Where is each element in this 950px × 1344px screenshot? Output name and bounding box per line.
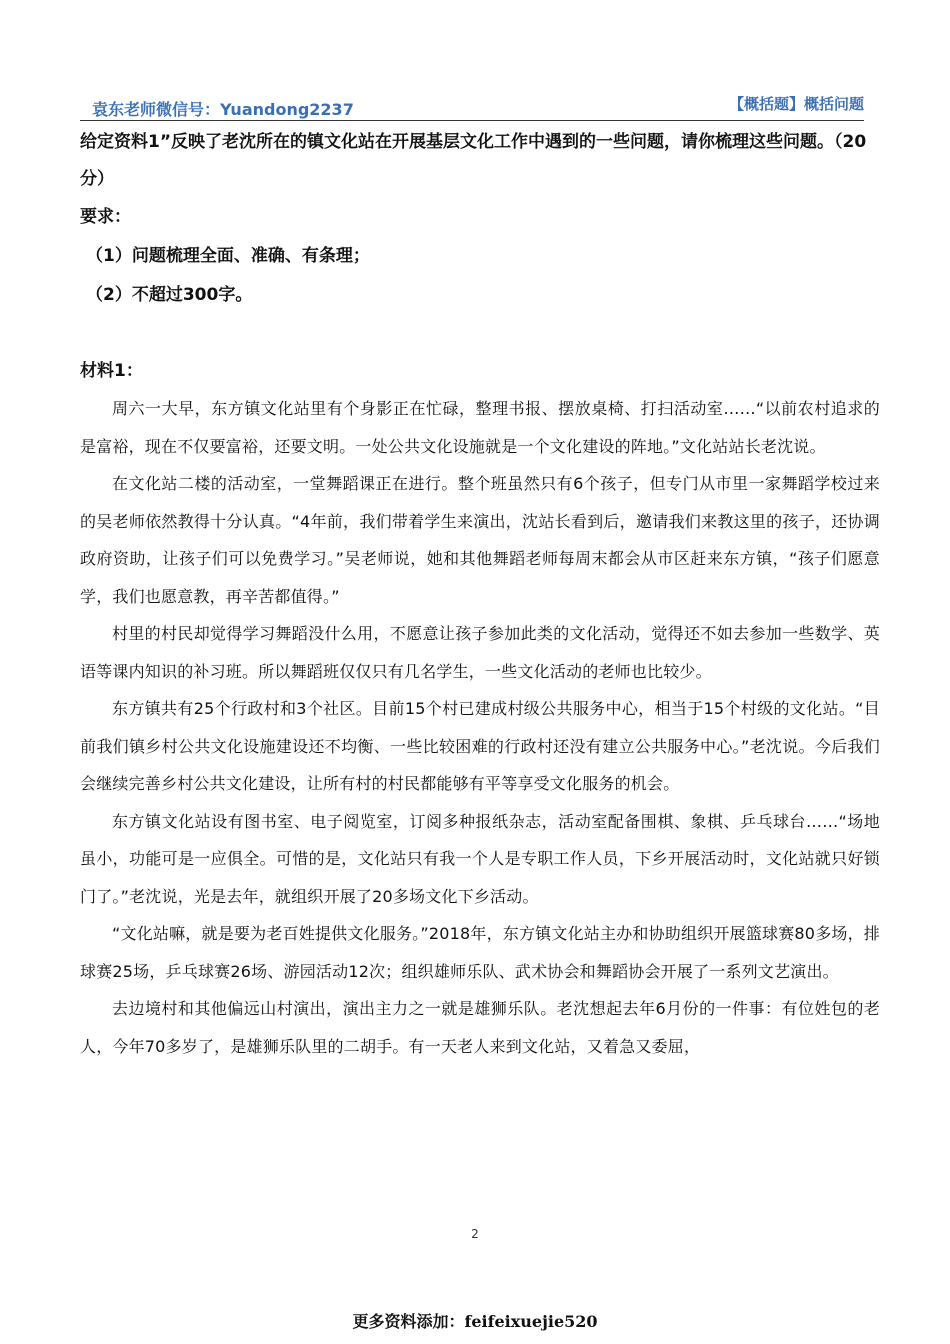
page-number: 2 [471, 1227, 479, 1241]
header-category: 【概括题】概括问题 [728, 95, 864, 113]
requirement-item: （1）问题梳理全面、准确、有条理； [86, 246, 370, 266]
material-paragraph: 在文化站二楼的活动室，一堂舞蹈课正在进行。整个班虽然只有6个孩子，但专门从市里一家舞蹈学校过来的吴老师依然教得十分认真。“4年前，我们带着学生来演出，沈站长看到后，邀请我们来教这里的孩子，还协调政府资助，让孩子们可以免费学习。”吴老师说，她和其他舞蹈老师每周末都会从市区赶来东方镇，“孩子们愿意学，我们也愿意教，再辛苦都值得。” [80, 474, 880, 606]
material-paragraph: 东方镇文化站设有图书室、电子阅览室，订阅多种报纸杂志，活动室配备围棋、象棋、乒乓球台……“场地虽小，功能可是一应俱全。可惜的是，文化站只有我一个人是专职工作人员，下乡开展活动时，文化站就只好锁门了。”老沈说，光是去年，就组织开展了20多场文化下乡活动。 [80, 811, 880, 906]
question-text: 给定资料1”反映了老沈所在的镇文化站在开展基层文化工作中遇到的一些问题，请你梳理这些问题。（20分） [80, 132, 867, 189]
footer-note: 更多资料添加：feifeixuejie520 [352, 1312, 598, 1331]
requirements-title: 要求： [80, 207, 131, 227]
material-paragraph: 去边境村和其他偏远山村演出，演出主力之一就是雄狮乐队。老沈想起去年6月份的一件事：有位姓包的老人，今年70多岁了，是雄狮乐队里的二胡手。有一天老人来到文化站，又着急又委屈， [80, 999, 880, 1056]
header-divider [80, 120, 864, 121]
header-contact: 袁东老师微信号：Yuandong2237 [92, 100, 354, 119]
material-title: 材料1： [80, 361, 143, 381]
material-paragraph: 周六一大早，东方镇文化站里有个身影正在忙碌，整理书报、摆放桌椅、打扫活动室……“以前农村追求的是富裕，现在不仅要富裕，还要文明。一处公共文化设施就是一个文化建设的阵地。”文化站站长老沈说。 [80, 399, 880, 456]
material-paragraph: “文化站嘛，就是要为老百姓提供文化服务。”2018年，东方镇文化站主办和协助组织开展篮球赛80多场，排球赛25场，乒乓球赛26场、游园活动12次；组织雄师乐队、武术协会和舞蹈协会开展了一系列文艺演出。 [80, 924, 880, 981]
material-paragraph: 村里的村民却觉得学习舞蹈没什么用，不愿意让孩子参加此类的文化活动，觉得还不如去参加一些数学、英语等课内知识的补习班。所以舞蹈班仅仅只有几名学生，一些文化活动的老师也比较少。 [80, 624, 880, 681]
material-body [80, 390, 880, 1065]
material-paragraph: 东方镇共有25个行政村和3个社区。目前15个村已建成村级公共服务中心，相当于15个村级的文化站。“目前我们镇乡村公共文化设施建设还不均衡、一些比较困难的行政村还没有建立公共服务中心。”老沈说。今后我们会继续完善乡村公共文化建设，让所有村的村民都能够有平等享受文化服务的机会。 [80, 699, 880, 793]
requirement-item: （2）不超过300字。 [86, 285, 253, 305]
